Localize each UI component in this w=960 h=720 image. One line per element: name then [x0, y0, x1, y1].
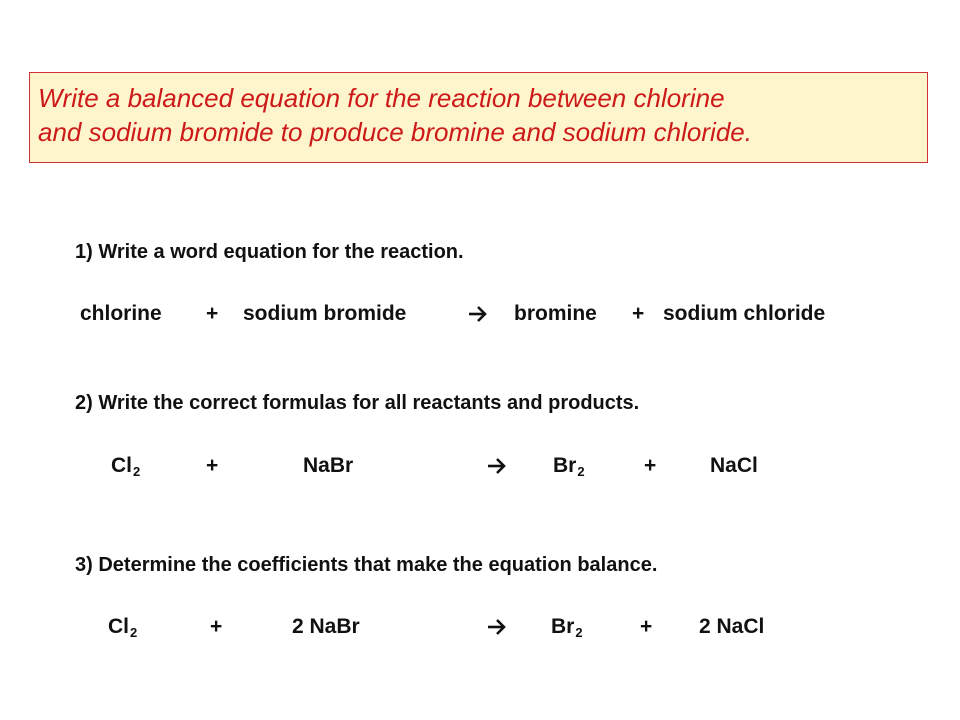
right-arrow-icon	[486, 615, 508, 639]
formula-nacl: NaCl	[710, 454, 758, 477]
balanced-2-nacl: 2 NaCl	[699, 615, 765, 638]
word-plus-2: +	[632, 302, 645, 325]
balanced-2-nabr: 2 NaBr	[292, 615, 360, 638]
word-reactant-sodium-bromide: sodium bromide	[243, 302, 407, 325]
balanced-plus-2: +	[640, 615, 653, 638]
prompt-box	[29, 72, 928, 163]
step-3-heading: 3) Determine the coefficients that make the equation balance.	[75, 554, 658, 576]
formula-plus-1: +	[206, 454, 219, 477]
word-plus-1: +	[206, 302, 219, 325]
balanced-plus-1: +	[210, 615, 223, 638]
formula-nabr: NaBr	[303, 454, 354, 477]
prompt-line-1: Write a balanced equation for the reaction between chlorine	[38, 83, 725, 113]
step-2-heading: 2) Write the correct formulas for all reactants and products.	[75, 392, 640, 414]
formula-cl2: $Cl_2$	[111, 454, 141, 479]
step-1-heading: 1) Write a word equation for the reaction.	[75, 241, 464, 263]
right-arrow-icon	[467, 302, 489, 326]
balanced-cl2: $Cl_2$	[108, 615, 138, 640]
balanced-br2: $Br_2$	[551, 615, 583, 640]
word-product-sodium-chloride: sodium chloride	[663, 302, 826, 325]
word-product-bromine: bromine	[514, 302, 597, 325]
right-arrow-icon	[486, 454, 508, 478]
formula-br2: $Br_2$	[553, 454, 585, 479]
formula-plus-2: +	[644, 454, 657, 477]
word-reactant-chlorine: chlorine	[80, 302, 162, 325]
prompt-line-2: and sodium bromide to produce bromine and sodium chloride.	[38, 117, 752, 147]
